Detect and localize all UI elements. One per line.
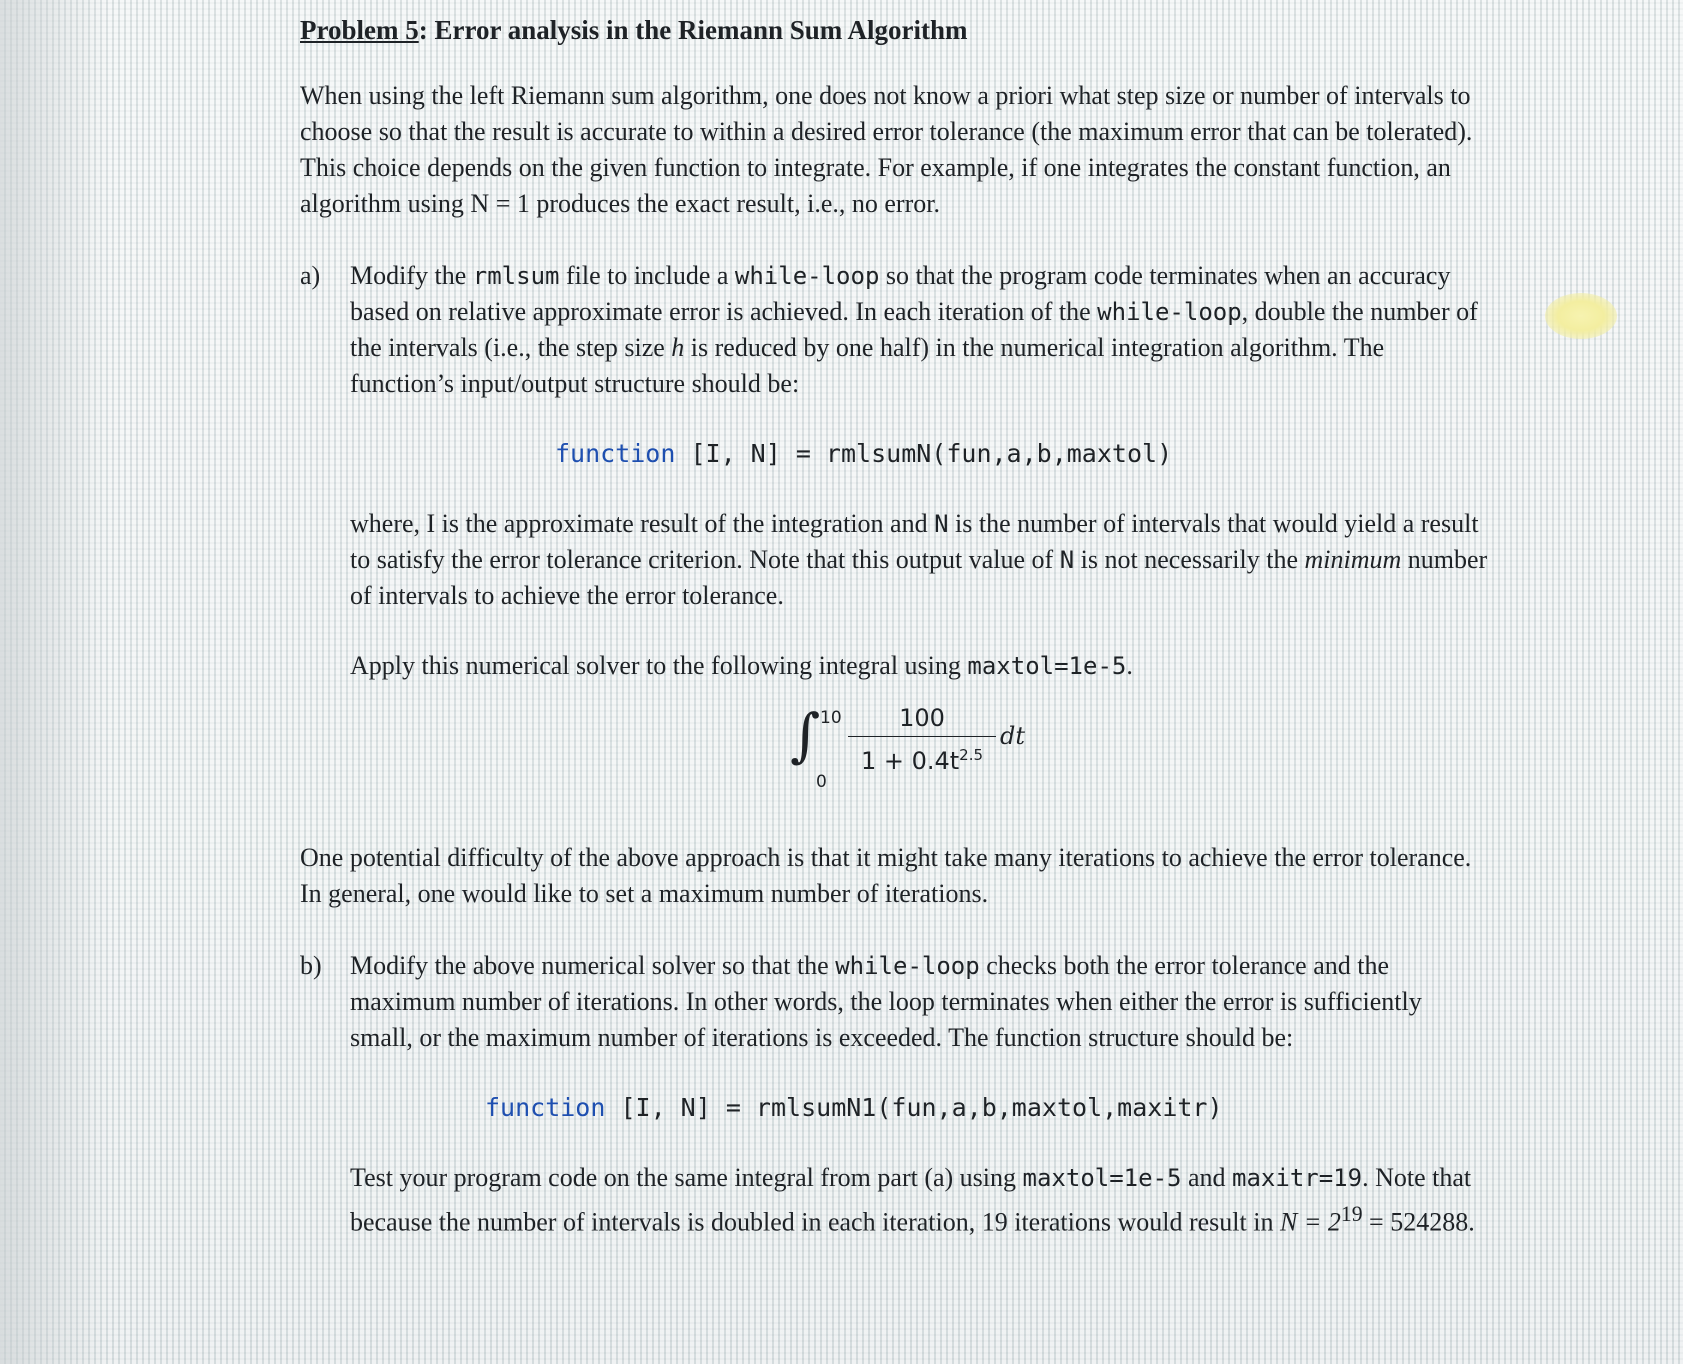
code-while-loop: while-loop xyxy=(1097,298,1242,326)
part-b-marker: b) xyxy=(300,951,322,980)
text-span: and xyxy=(1181,1163,1233,1192)
text-span: Test your program code on the same integral from part (a) using xyxy=(350,1163,1023,1192)
code-N: N xyxy=(934,510,949,538)
text-span: . xyxy=(1126,651,1133,680)
part-b-instructions xyxy=(350,948,1490,1056)
denominator xyxy=(848,739,996,777)
integral-upper-limit: 10 xyxy=(820,708,842,728)
denominator-exponent: 2.5 xyxy=(959,746,984,764)
text-span: is the number of intervals that would yield a result to satisfy the error tolerance criterion. Note that this output value of xyxy=(350,509,1479,574)
code-while-loop: while-loop xyxy=(734,262,880,290)
part-a-where xyxy=(350,506,1490,614)
document xyxy=(300,12,1490,1241)
part-b-body xyxy=(350,948,1490,1241)
problem-title-text: : Error analysis in the Riemann Sum Algorithm xyxy=(418,15,968,45)
problem-title xyxy=(300,12,1490,48)
code-while-loop: while-loop xyxy=(835,952,980,980)
text-span: so that the program code terminates when an accuracy based on relative approximate error is achieved. In each iteration of the xyxy=(350,261,1451,326)
integral-equation xyxy=(350,700,1490,810)
text-span: checks both the error tolerance and the maximum number of iterations. In other words, the loop terminates when either the error is sufficiently small, or the maximum number of iterations is exceeded. The function structure should be: xyxy=(350,951,1422,1052)
text-span: is not necessarily the xyxy=(1074,545,1305,574)
left-shadow xyxy=(0,0,110,1364)
part-b xyxy=(300,948,1490,1241)
part-a-instructions xyxy=(350,258,1490,402)
fraction-bar xyxy=(848,736,996,737)
math-exponent: 19 xyxy=(1340,1202,1363,1226)
middle-paragraph: One potential difficulty of the above approach is that it might take many iterations to achieve the error tolerance. In general, one would like to set a maximum number of iterations. xyxy=(300,843,1472,908)
code-text: [I, N] = rmlsumN(fun,a,b,maxtol) xyxy=(675,439,1173,468)
math-N-equals: N = 2 xyxy=(1279,1207,1341,1237)
code-N: N xyxy=(1059,546,1075,574)
numerator: 100 xyxy=(899,704,945,732)
integral-lower-limit: 0 xyxy=(816,772,827,792)
code-signature-b xyxy=(350,1090,1490,1126)
text-span: where, I is the approximate result of the integration and xyxy=(350,509,935,538)
differential: dt xyxy=(1000,722,1026,750)
part-b-test xyxy=(350,1160,1490,1241)
part-a-marker: a) xyxy=(300,261,321,290)
code-maxtol: maxtol=1e-5 xyxy=(1022,1164,1182,1192)
math-var-h: h xyxy=(671,333,685,362)
code-text: [I, N] = rmlsumN1(fun,a,b,maxtol,maxitr) xyxy=(605,1093,1223,1122)
code-keyword: function xyxy=(485,1093,606,1122)
problem-label: Problem 5 xyxy=(300,15,419,45)
code-keyword: function xyxy=(555,439,676,468)
text-span: file to include a xyxy=(559,261,735,290)
integral-sign: ∫ xyxy=(790,701,821,769)
integrand-fraction xyxy=(848,702,996,777)
code-maxtol: maxtol=1e-5 xyxy=(967,652,1127,680)
code-rmlsum: rmlsum xyxy=(472,262,560,290)
part-a-apply xyxy=(350,648,1490,684)
emphasis-minimum: minimum xyxy=(1304,545,1402,574)
part-a xyxy=(300,258,1490,810)
part-a-body xyxy=(350,258,1490,810)
text-span: Modify the above numerical solver so that the xyxy=(350,951,836,980)
text-span: number of intervals to achieve the error tolerance. xyxy=(350,545,1488,610)
denominator-base: 1 + 0.4t xyxy=(860,747,960,775)
text-span: is reduced by one half) in the numerical integration algorithm. The function’s input/output structure should be: xyxy=(350,333,1385,398)
code-signature-a xyxy=(350,436,1490,472)
text-span: Apply this numerical solver to the following integral using xyxy=(350,651,968,680)
text-span: , double the number of the intervals (i.e., the step size xyxy=(350,297,1478,362)
text-span: = 524288. xyxy=(1362,1207,1475,1237)
text-span: Modify the xyxy=(350,261,473,290)
intro-paragraph: When using the left Riemann sum algorithm, one does not know a priori what step size or number of intervals to choose so that the result is accurate to within a desired error tolerance (the maximum error that can be tolerated). This choice depends on the given function to integrate. For example, if one integrates the constant function, an algorithm using N = 1 produces the exact result, i.e., no error. xyxy=(300,81,1473,218)
text-span: . Note that because the number of intervals is doubled in each iteration, 19 iterations would result in xyxy=(350,1163,1472,1237)
code-maxitr: maxitr=19 xyxy=(1232,1164,1363,1192)
light-glare xyxy=(1545,293,1617,339)
